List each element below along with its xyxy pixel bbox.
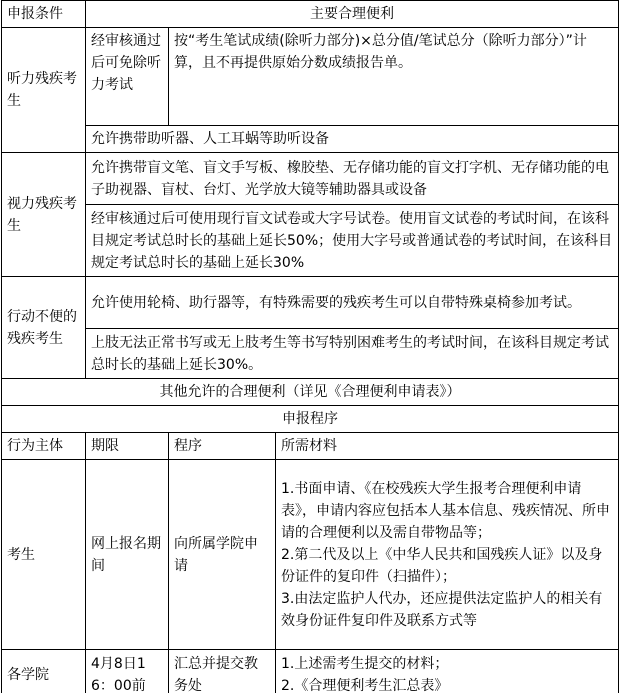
student-materials (276, 460, 619, 650)
mobility-row-1 (2, 277, 619, 329)
procedure-header-deadline: 期限 (86, 433, 169, 460)
accommodation-table (1, 0, 619, 693)
hearing-scoring-rule: 按“考生笔试成绩(除听力部分)×总分值/笔试总分（除听力部分）”计算，且不再提供原始分数成绩报告单。 (169, 28, 619, 126)
mobility-row-2 (2, 329, 619, 379)
college-deadline: 4月8日16：00前 (86, 650, 169, 693)
procedure-row-student (2, 460, 619, 650)
header-accommodations: 主要合理便利 (86, 1, 619, 28)
procedure-title-row (2, 406, 619, 433)
procedure-header-row (2, 433, 619, 460)
hearing-row-2 (2, 126, 619, 153)
visual-row-1 (2, 153, 619, 205)
other-row (2, 379, 619, 406)
visual-aids: 允许携带盲文笔、盲文手写板、橡胶垫、无存储功能的盲文打字机、无存储功能的电子助视器、盲杖、台灯、光学放大镜等辅助器具或设备 (86, 153, 619, 205)
procedure-title: 申报程序 (2, 406, 619, 433)
visual-papers: 经审核通过后可使用现行盲文试卷或大字号试卷。使用盲文试卷的考试时间，在该科目规定考试总时长的基础上延长50%；使用大字号或普通试卷的考试时间，在该科目规定考试总时长的基础上延长30% (86, 205, 619, 277)
mobility-category: 行动不便的残疾考生 (2, 277, 86, 379)
student-step: 向所属学院申请 (169, 460, 276, 650)
student-material-item: 1.书面申请、《在校残疾大学生报考合理便利申请表》，申请内容应包括本人基本信息、残疾情况、所申请的合理便利以及需自带物品等； (281, 480, 610, 541)
procedure-header-step: 程序 (169, 433, 276, 460)
college-actor: 各学院 (2, 650, 86, 693)
college-step: 汇总并提交教务处 (169, 650, 276, 693)
procedure-header-actor: 行为主体 (2, 433, 86, 460)
visual-row-2 (2, 205, 619, 277)
header-row (2, 1, 619, 28)
college-material-item: 1.上述需考生提交的材料； (281, 655, 449, 672)
college-material-item: 2.《合理便利考生汇总表》 (281, 677, 449, 693)
student-material-item: 3.由法定监护人代办，还应提供法定监护人的相关有效身份证件复印件及联系方式等 (281, 590, 603, 629)
procedure-row-college (2, 650, 619, 693)
student-material-item: 2.第二代及以上《中华人民共和国残疾人证》以及身份证件的复印件（扫描件）； (281, 546, 603, 585)
college-materials (276, 650, 619, 693)
visual-category: 视力残疾考生 (2, 153, 86, 277)
student-actor: 考生 (2, 460, 86, 650)
hearing-exempt-condition: 经审核通过后可免除听力考试 (86, 28, 169, 126)
other-accommodations: 其他允许的合理便利（详见《合理便利申请表》） (2, 379, 619, 406)
hearing-aids: 允许携带助听器、人工耳蜗等助听设备 (86, 126, 619, 153)
procedure-header-materials: 所需材料 (276, 433, 619, 460)
hearing-category: 听力残疾考生 (2, 28, 86, 153)
hearing-row-1 (2, 28, 619, 126)
mobility-aids: 允许使用轮椅、助行器等，有特殊需要的残疾考生可以自带特殊桌椅参加考试。 (86, 277, 619, 329)
student-deadline: 网上报名期间 (86, 460, 169, 650)
header-conditions: 申报条件 (2, 1, 86, 28)
mobility-extension: 上肢无法正常书写或无上肢考生等书写特别困难考生的考试时间，在该科目规定考试总时长的基础上延长30%。 (86, 329, 619, 379)
